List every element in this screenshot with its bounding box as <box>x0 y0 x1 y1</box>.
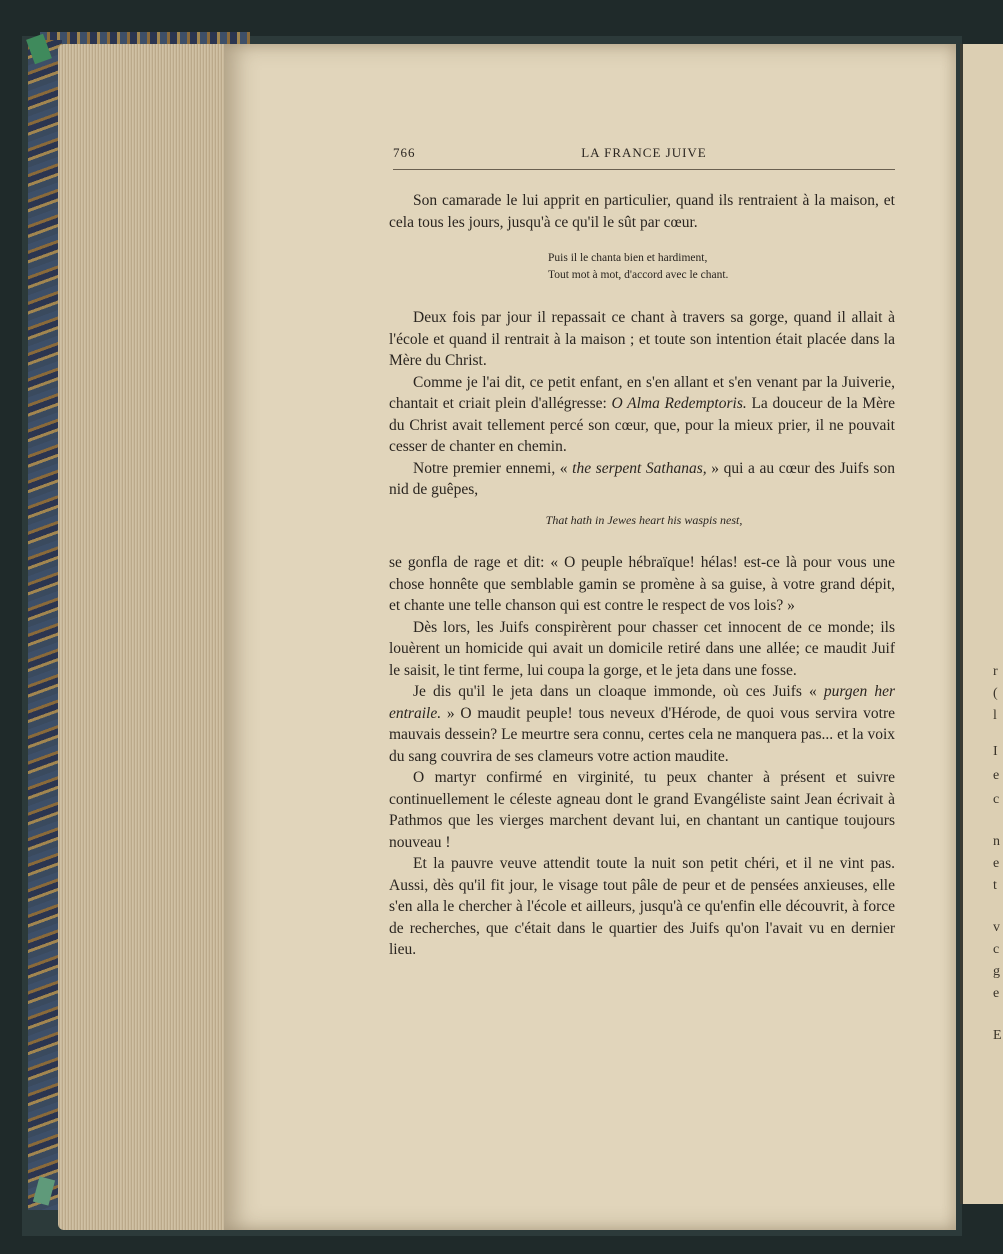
facing-letter: v <box>993 920 1000 935</box>
facing-letter: ( <box>993 686 998 701</box>
paragraph: Dès lors, les Juifs conspirèrent pour chasser cet innocent de ce monde; ils louèrent un homicide qui avait un domicile retiré dans une allée; ce maudit Juif le saisit, le tint ferme, lui coupa la gorge, et le jeta dans une fosse. <box>389 618 895 679</box>
text-block-1 <box>389 190 895 233</box>
verse-line: Tout mot à mot, d'accord avec le chant. <box>548 269 729 281</box>
running-title: LA FRANCE JUIVE <box>581 145 707 160</box>
text-run: Notre premier ennemi, « <box>413 459 573 477</box>
paragraph: se gonfla de rage et dit: « O peuple hébraïque! hélas! est-ce là pour vous une chose honnête que semblable gamin se promène à sa guise, à votre grand dépit, et chante une telle chanson qui est contre le respect de vos lois? » <box>389 554 895 614</box>
text-run: » O maudit peuple! tous neveux d'Hérode, de quoi vous servira votre mauvais dessein? Le meurtre sera connu, certes cela ne manquera pas... et la voix du sang couvrira de ses clameurs votre action maudite. <box>389 704 895 765</box>
text-run: » qui a au cœur des Juifs son nid de guêpes, <box>389 459 896 498</box>
facing-letter: l <box>993 708 997 723</box>
text-run: Comme je l'ai dit, ce petit enfant, en s'en allant et s'en venant par la Juiverie, chantait et criait plein d'allégresse: <box>389 373 895 412</box>
facing-letter: I <box>993 744 998 759</box>
facing-letter: e <box>993 768 1000 783</box>
text-run: Je dis qu'il le jeta dans un cloaque immonde, où ces Juifs « <box>413 683 824 700</box>
italic-run: O Alma Redemptoris. <box>611 395 747 412</box>
facing-letter: t <box>993 878 997 893</box>
paragraph <box>389 681 895 767</box>
facing-letter: e <box>993 856 1000 871</box>
italic-run: purgen her entraile. <box>389 683 895 722</box>
paragraph: Son camarade le lui apprit en particulier, quand ils rentraient à la maison, et cela tous les jours, jusqu'à ce qu'il le sût par cœur. <box>389 192 895 231</box>
paragraph: Deux fois par jour il repassait ce chant à travers sa gorge, quand il allait à l'école et quand il rentrait à la maison ; et toute son intention était placée dans la Mère du Christ. <box>389 309 895 369</box>
italic-run: the serpent Sathanas, <box>572 459 707 477</box>
verse-line: Puis il le chanta bien et hardiment, <box>548 252 708 264</box>
page-number: 766 <box>393 145 416 160</box>
facing-letter: E <box>993 1028 1002 1043</box>
facing-letter: e <box>993 986 1000 1001</box>
facing-letter: c <box>993 792 1000 807</box>
text-block-2 <box>389 307 895 501</box>
facing-letter: n <box>993 834 1000 849</box>
facing-letter: g <box>993 964 1000 979</box>
header-rule <box>393 169 895 170</box>
paragraph <box>389 372 895 458</box>
paragraph: Et la pauvre veuve attendit toute la nuit son petit chéri, et il ne vint pas. Aussi, dès qu'il fit jour, le visage tout pâle de peur et de pensées anxieuses, elle s'en alla le chercher à l'école et ailleurs, jusqu'à ce qu'enfin elle découvrit, à force de recherches, que c'était dans le quartier des Juifs qu'on l'avait vu en dernier lieu. <box>389 855 895 958</box>
verse <box>548 250 728 284</box>
facing-letter: r <box>993 664 998 679</box>
facing-letter: c <box>993 942 1000 957</box>
text-run: La douceur de la Mère du Christ avait tellement percé son cœur, que, pour la mieux prier, il ne pouvait cesser de chanter en chemin. <box>389 395 895 455</box>
text-block-3 <box>389 552 895 961</box>
marbled-spine <box>28 40 62 1210</box>
quotation: That hath in Jewes heart his waspis nest, <box>545 513 743 527</box>
facing-page <box>960 44 1003 1204</box>
paragraph: O martyr confirmé en virginité, tu peux chanter à présent et suivre continuellement le céleste agneau dont le grand Evangéliste saint Jean écrivait à Pathmos que les vierges marchent devant lui, en chantant un cantique toujours nouveau ! <box>389 769 895 851</box>
paragraph <box>389 458 895 501</box>
page-edges <box>58 44 238 1230</box>
